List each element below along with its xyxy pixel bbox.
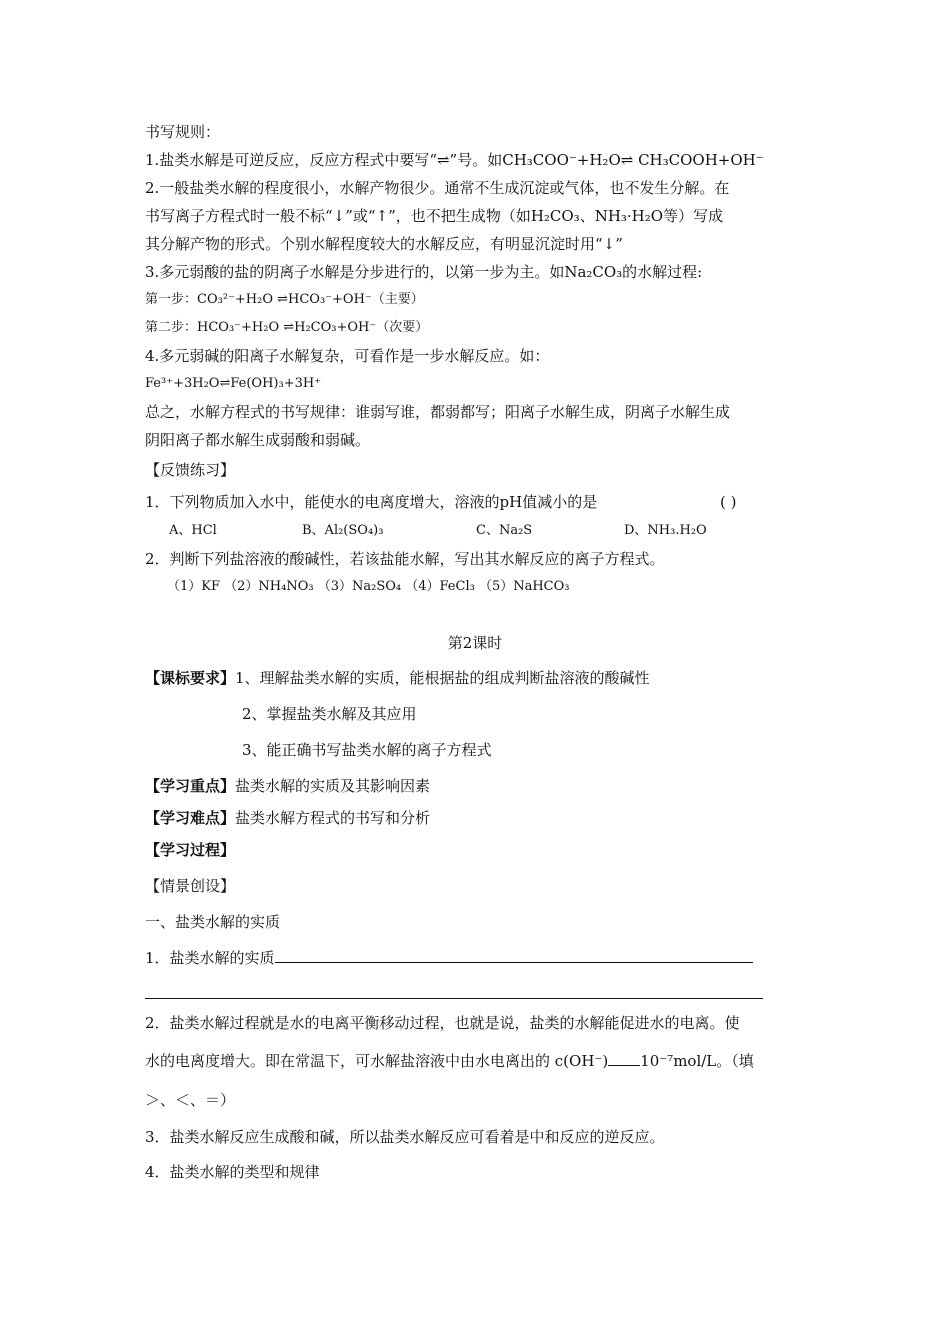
fe-hydrolysis-equation: Fe³⁺+3H₂O⇌Fe(OH)₃+3H⁺ — [145, 376, 322, 391]
rule-2-line-3: 其分解产物的形式。个别水解程度较大的水解反应，有明显沉淀时用“↓” — [145, 235, 623, 253]
learning-difficulty — [145, 808, 430, 828]
question-2-items: （1）KF （2）NH₄NO₃ （3）Na₂SO₄ （4）FeCl₃ （5）NaHCO₃ — [167, 579, 570, 594]
summary-line-2: 阴阳离子都水解生成弱酸和弱碱。 — [145, 431, 371, 449]
item-1-blank-line-2[interactable] — [145, 998, 763, 999]
learning-focus — [145, 776, 430, 796]
item-1-blank[interactable] — [275, 948, 753, 963]
curriculum-requirement-text-1: 1、理解盐类水解的实质，能根据盐的组成判断盐溶液的酸碱性 — [235, 669, 650, 687]
curriculum-requirement-2: 2、掌握盐类水解及其应用 — [242, 705, 417, 723]
item-4: 4．盐类水解的类型和规律 — [145, 1163, 320, 1181]
rule-2-line-2: 书写离子方程式时一般不标“↓”或“↑”，也不把生成物（如H₂CO₃、NH₃·H₂O等）写成 — [145, 207, 724, 225]
option-d: D、NH₃.H₂O — [624, 523, 707, 538]
step-2-equation: 第二步：HCO₃⁻+H₂O ⇌H₂CO₃+OH⁻（次要） — [145, 320, 429, 335]
question-1: 1．下列物质加入水中，能使水的电离度增大，溶液的pH值减小的是 — [145, 493, 598, 511]
learning-difficulty-label: 【学习难点】 — [145, 809, 236, 827]
learning-difficulty-text: 盐类水解方程式的书写和分析 — [235, 809, 431, 827]
rule-2-line-1: 2.一般盐类水解的程度很小，水解产物很少。通常不生成沉淀或气体，也不发生分解。在 — [145, 179, 730, 197]
curriculum-requirement-label: 【课标要求】 — [145, 669, 236, 687]
item-2-line-1: 2．盐类水解过程就是水的电离平衡移动过程，也就是说，盐类的水解能促进水的电离。使 — [145, 1014, 740, 1032]
feedback-heading: 【反馈练习】 — [145, 461, 236, 479]
option-b: B、Al₂(SO₄)₃ — [302, 523, 384, 538]
item-2-blank[interactable] — [608, 1051, 640, 1066]
option-c: C、Na₂S — [476, 523, 533, 538]
item-2-line-3: ＞、＜、＝） — [145, 1091, 236, 1109]
part-1-heading: 一、盐类水解的实质 — [145, 913, 281, 931]
step-1-equation: 第一步：CO₃²⁻+H₂O ⇌HCO₃⁻+OH⁻（主要） — [145, 292, 424, 307]
learning-focus-text: 盐类水解的实质及其影响因素 — [235, 777, 431, 795]
rules-heading: 书写规则： — [145, 123, 221, 141]
rule-4: 4.多元弱碱的阳离子水解复杂，可看作是一步水解反应。如： — [145, 347, 550, 365]
item-1 — [145, 948, 753, 968]
option-a: A、HCl — [169, 523, 217, 538]
item-2-text-before: 水的电离度增大。即在常温下，可水解盐溶液中由水电离出的 c(OH⁻) — [145, 1052, 609, 1070]
rule-1: 1.盐类水解是可逆反应，反应方程式中要写“⇌”号。如CH₃COO⁻+H₂O⇌ CH₃COOH+OH⁻ — [145, 151, 764, 169]
summary-line-1: 总之，水解方程式的书写规律：谁弱写谁，都弱都写；阳离子水解生成，阴离子水解生成 — [145, 403, 731, 421]
answer-parentheses: ( ) — [720, 493, 737, 511]
curriculum-requirement-3: 3、能正确书写盐类水解的离子方程式 — [242, 741, 492, 759]
curriculum-requirement-1 — [145, 668, 650, 688]
item-2-line-2 — [145, 1051, 754, 1071]
learning-process-heading: 【学习过程】 — [145, 841, 236, 859]
scenario-heading: 【情景创设】 — [145, 877, 236, 895]
rule-3: 3.多元弱酸的盐的阴离子水解是分步进行的，以第一步为主。如Na₂CO₃的水解过程: — [145, 263, 703, 281]
item-3: 3．盐类水解反应生成酸和碱，所以盐类水解反应可看着是中和反应的逆反应。 — [145, 1128, 665, 1146]
question-2: 2．判断下列盐溶液的酸碱性，若该盐能水解，写出其水解反应的离子方程式。 — [145, 550, 665, 568]
learning-focus-label: 【学习重点】 — [145, 777, 236, 795]
item-2-text-after: 10⁻⁷mol/L。（填 — [640, 1052, 754, 1070]
item-1-text: 1．盐类水解的实质 — [145, 949, 275, 967]
section-title: 第2课时 — [447, 634, 503, 652]
